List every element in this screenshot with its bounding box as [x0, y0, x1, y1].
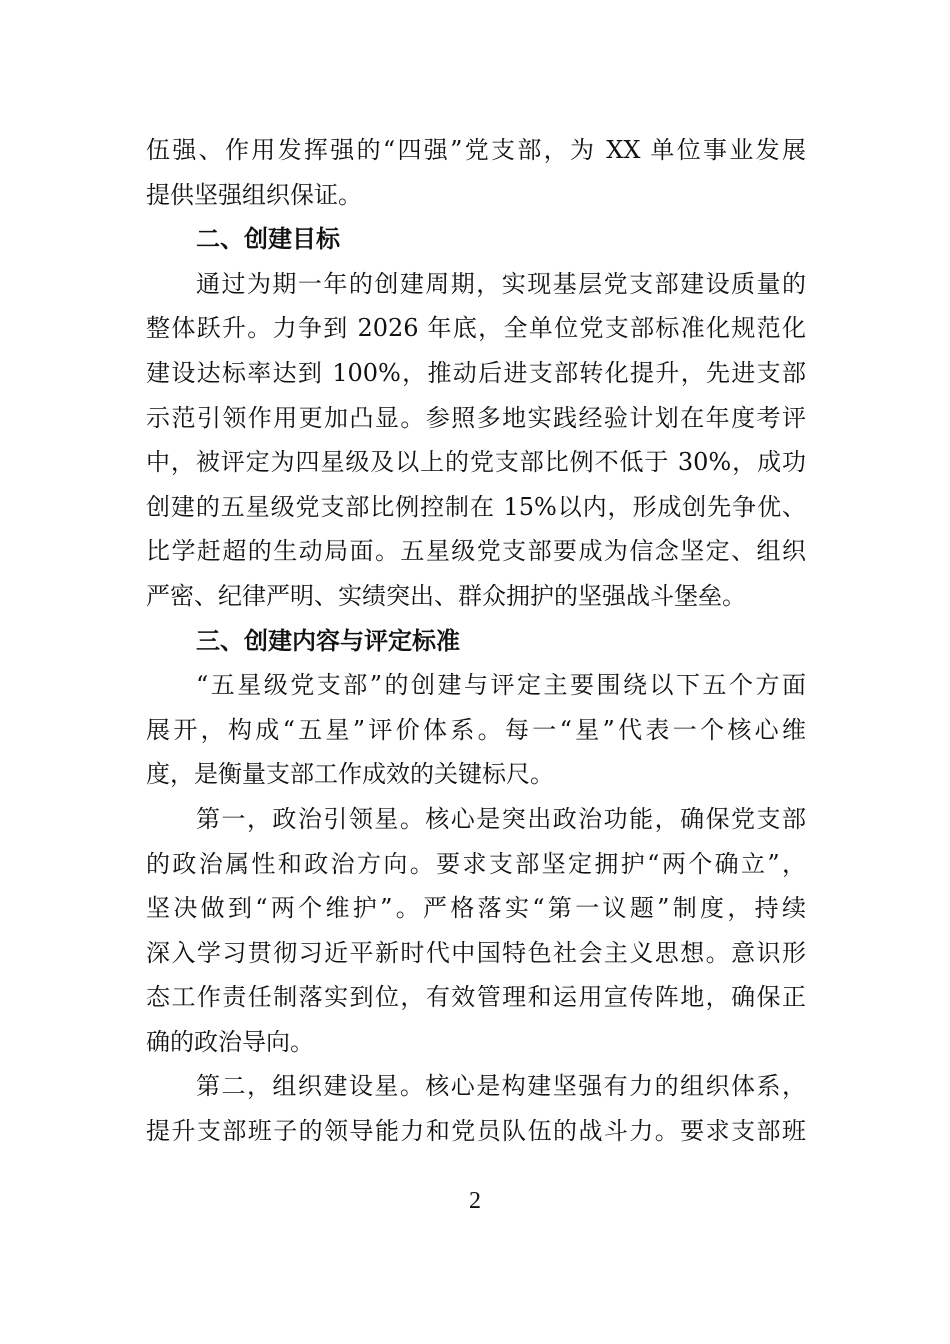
paragraph-line: 度，是衡量支部工作成效的关键标尺。	[146, 760, 554, 789]
paragraph-line: 建设达标率达到 100%，推动后进支部转化提升，先进支部	[146, 358, 806, 387]
paragraph-line: 第一，政治引领星。核心是突出政治功能，确保党支部	[196, 804, 806, 833]
paragraph-line: “五星级党支部”的创建与评定主要围绕以下五个方面	[196, 671, 806, 700]
paragraph-line: 整体跃升。力争到 2026 年底，全单位党支部标准化规范化	[146, 314, 806, 343]
paragraph-line: 态工作责任制落实到位，有效管理和运用宣传阵地，确保正	[146, 983, 806, 1012]
paragraph-line: 深入学习贯彻习近平新时代中国特色社会主义思想。意识形	[146, 938, 806, 967]
paragraph-line: 坚决做到“两个维护”。严格落实“第一议题”制度，持续	[146, 894, 806, 923]
paragraph-line: 确的政治导向。	[146, 1027, 314, 1056]
paragraph-line: 第二，组织建设星。核心是构建坚强有力的组织体系，	[196, 1072, 806, 1101]
paragraph-line: 的政治属性和政治方向。要求支部坚定拥护“两个确立”，	[146, 849, 806, 878]
paragraph-line: 提升支部班子的领导能力和党员队伍的战斗力。要求支部班	[146, 1117, 806, 1146]
page-number: 2	[469, 1188, 481, 1214]
paragraph-line: 示范引领作用更加凸显。参照多地实践经验计划在年度考评	[146, 403, 806, 432]
paragraph-line: 展开，构成“五星”评价体系。每一“星”代表一个核心维	[146, 715, 806, 744]
paragraph-line: 通过为期一年的创建周期，实现基层党支部建设质量的	[196, 269, 806, 298]
section-heading: 三、创建内容与评定标准	[196, 626, 460, 655]
document-page	[146, 128, 806, 1154]
paragraph-line: 伍强、作用发挥强的“四强”党支部，为 XX 单位事业发展	[146, 136, 806, 164]
paragraph-line: 严密、纪律严明、实绩突出、群众拥护的坚强战斗堡垒。	[146, 581, 746, 610]
section-heading: 二、创建目标	[196, 225, 340, 254]
paragraph-line: 提供坚强组织保证。	[146, 180, 362, 209]
paragraph-line: 比学赶超的生动局面。五星级党支部要成为信念坚定、组织	[146, 537, 806, 566]
paragraph-line: 创建的五星级党支部比例控制在 15%以内，形成创先争优、	[146, 492, 806, 521]
paragraph-line: 中，被评定为四星级及以上的党支部比例不低于 30%，成功	[146, 448, 806, 477]
